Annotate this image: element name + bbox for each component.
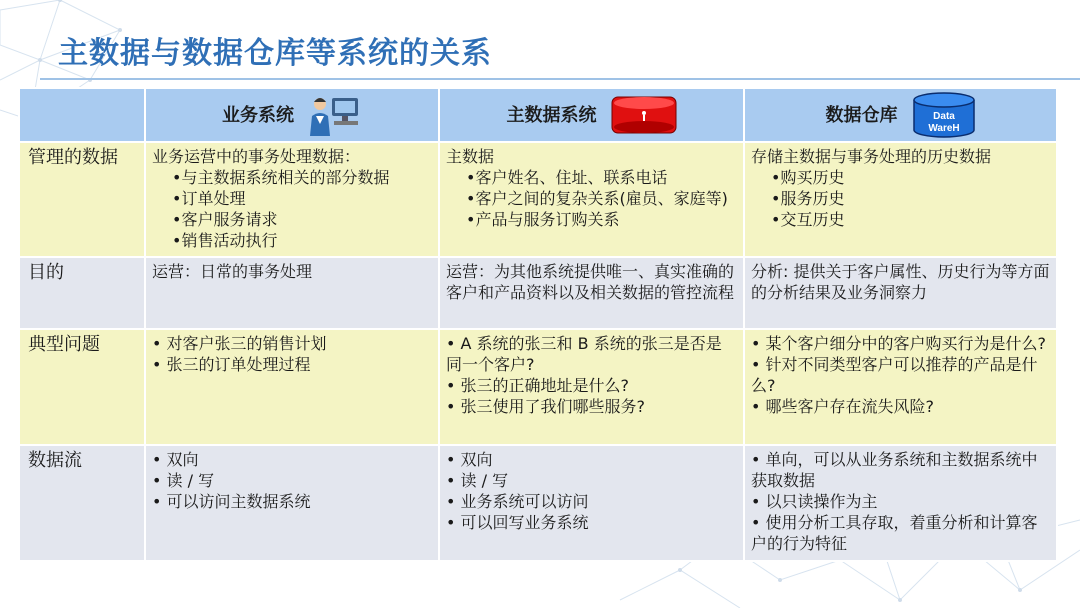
header-business-system: [145, 88, 439, 142]
table-cell: [145, 257, 439, 329]
cell-line: •销售活动执行: [172, 231, 278, 250]
table-cell: [145, 329, 439, 445]
row-label: 数据流: [19, 445, 145, 561]
cell-line: • 双向: [446, 450, 493, 469]
cell-line: • 读 / 写: [152, 471, 215, 490]
table-cell: [145, 142, 439, 257]
cell-line: • 以只读操作为主: [751, 492, 878, 511]
table-row: [19, 257, 1057, 329]
header-data-warehouse: [744, 88, 1057, 142]
table-cell: [744, 445, 1057, 561]
database-cylinder-icon: [912, 92, 976, 138]
cell-line: •产品与服务订购关系: [466, 210, 620, 229]
cell-line: • 张三使用了我们哪些服务?: [446, 397, 646, 416]
table-row: [19, 142, 1057, 257]
header-label: 主数据系统: [506, 104, 597, 126]
table-cell: [744, 142, 1057, 257]
cell-line: • 某个客户细分中的客户购买行为是什么?: [751, 334, 1047, 353]
comparison-table: [18, 87, 1058, 562]
row-label: 管理的数据: [19, 142, 145, 257]
table-cell: [744, 257, 1057, 329]
table-cell: [439, 142, 744, 257]
cell-line: 运营：日常的事务处理: [152, 262, 313, 281]
title-divider: [40, 78, 1080, 80]
cell-line: • 可以访问主数据系统: [152, 492, 311, 511]
cell-line: • 读 / 写: [446, 471, 509, 490]
cell-line: • A 系统的张三和 B 系统的张三是否是同一个客户?: [446, 334, 722, 374]
cell-line: • 业务系统可以访问: [446, 492, 589, 511]
cell-line: •客户服务请求: [172, 210, 278, 229]
header-master-data-system: [439, 88, 744, 142]
row-label: 典型问题: [19, 329, 145, 445]
cell-line: • 对客户张三的销售计划: [152, 334, 327, 353]
database-icon-label-line1: Data: [932, 111, 955, 122]
master-data-red-disc-icon: [611, 93, 677, 137]
cell-line: •交互历史: [771, 210, 845, 229]
header-label: 业务系统: [222, 104, 294, 126]
cell-line: • 单向，可以从业务系统和主数据系统中获取数据: [751, 450, 1038, 490]
cell-line: 业务运营中的事务处理数据：: [152, 147, 361, 166]
table-cell: [145, 445, 439, 561]
table-row: [19, 445, 1057, 561]
cell-line: •与主数据系统相关的部分数据: [172, 168, 390, 187]
table-row: [19, 329, 1057, 445]
cell-line: 分析: 提供关于客户属性、历史行为等方面的分析结果及业务洞察力: [751, 262, 1050, 302]
cell-line: • 双向: [152, 450, 199, 469]
cell-line: 运营：为其他系统提供唯一、真实准确的客户和产品资料以及相关数据的管控流程: [446, 262, 735, 302]
page-title: 主数据与数据仓库等系统的关系: [58, 36, 492, 71]
database-icon-label-line2: WareH: [927, 123, 960, 134]
table-header-row: [19, 88, 1057, 142]
cell-line: • 张三的正确地址是什么?: [446, 376, 630, 395]
cell-line: • 哪些客户存在流失风险?: [751, 397, 935, 416]
table-cell: [439, 257, 744, 329]
table-cell: [439, 329, 744, 445]
row-label: 目的: [19, 257, 145, 329]
cell-line: •订单处理: [172, 189, 246, 208]
cell-line: • 针对不同类型客户可以推荐的产品是什么?: [751, 355, 1038, 395]
table-cell: [439, 445, 744, 561]
header-empty-cell: [19, 88, 145, 142]
cell-line: • 张三的订单处理过程: [152, 355, 311, 374]
cell-line: • 使用分析工具存取，着重分析和计算客户的行为特征: [751, 513, 1038, 553]
cell-line: 存储主数据与事务处理的历史数据: [751, 147, 992, 166]
cell-line: •客户之间的复杂关系(雇员、家庭等): [466, 189, 728, 208]
cell-line: • 可以回写业务系统: [446, 513, 589, 532]
computer-user-icon: [308, 94, 362, 136]
cell-line: 主数据: [446, 147, 495, 166]
cell-line: •客户姓名、住址、联系电话: [466, 168, 668, 187]
cell-line: •服务历史: [771, 189, 845, 208]
table-cell: [744, 329, 1057, 445]
cell-line: •购买历史: [771, 168, 845, 187]
header-label: 数据仓库: [825, 104, 898, 126]
